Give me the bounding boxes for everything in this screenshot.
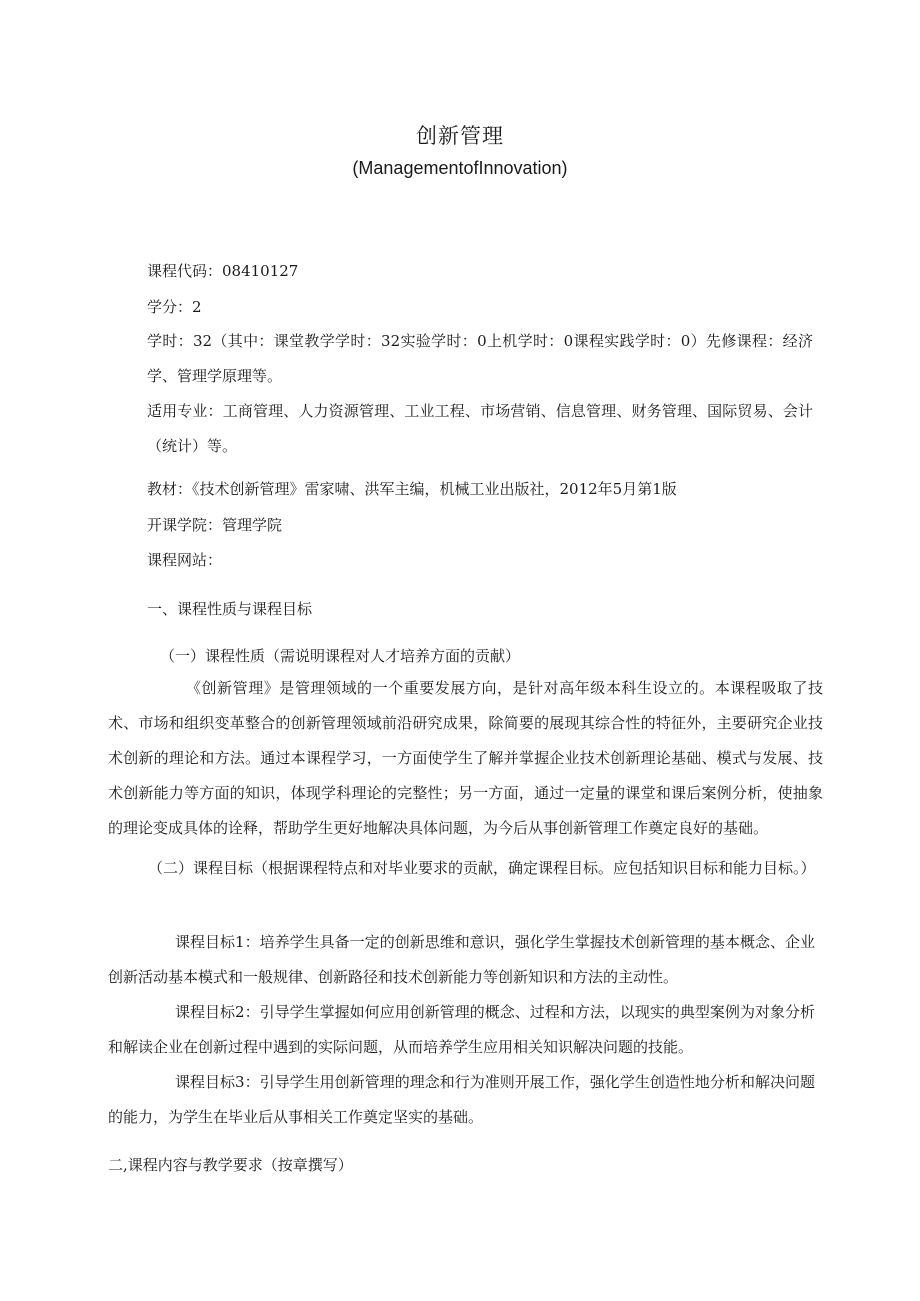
course-website: 课程网站： xyxy=(147,551,223,569)
course-goal-2: 课程目标2：引导学生掌握如何应用创新管理的概念、过程和方法，以现实的典型案例为对象分析和解读企业在创新过程中遇到的实际问题，从而培养学生应用相关知识解决问题的技能。 xyxy=(108,1003,815,1056)
course-credit: 学分：2 xyxy=(147,298,202,316)
section1-sub1-heading: （一）课程性质（需说明课程对人才培养方面的贡献） xyxy=(160,647,521,665)
course-hours xyxy=(147,324,813,394)
section1-sub2-heading: （二）课程目标（根据课程特点和对毕业要求的贡献，确定课程目标。应包括知识目标和能力目标。） xyxy=(148,859,816,877)
section1-sub1-body: 《创新管理》是管理领域的一个重要发展方向，是针对高年级本科生设立的。本课程吸取了技术、市场和组织变革整合的创新管理领域前沿研究成果，除简要的展现其综合性的特征外，主要研究企业技术创新的理论和方法。通过本课程学习，一方面使学生了解并掌握企业技术创新理论基础、模式与发展、技术创新能力等方面的知识，体现学科理论的完整性；另一方面，通过一定量的课堂和课后案例分析，使抽象的理论变成具体的诠释，帮助学生更好地解决具体问题，为今后从事创新管理工作奠定良好的基础。 xyxy=(108,679,823,837)
course-majors xyxy=(147,394,813,464)
section2-heading: 二,课程内容与教学要求（按章撰写） xyxy=(108,1156,353,1174)
course-goal-3: 课程目标3：引导学生用创新管理的理念和行为准则开展工作，强化学生创造性地分析和解决问题的能力，为学生在毕业后从事相关工作奠定坚实的基础。 xyxy=(108,1073,815,1126)
course-goal-1: 课程目标1：培养学生具备一定的创新思维和意识，强化学生掌握技术创新管理的基本概念、企业创新活动基本模式和一般规律、创新路径和技术创新能力等创新知识和方法的主动性。 xyxy=(108,933,815,986)
course-majors-text: 适用专业：工商管理、人力资源管理、工业工程、市场营销、信息管理、财务管理、国际贸易、会计（统计）等。 xyxy=(147,402,813,455)
course-code: 课程代码：08410127 xyxy=(147,262,299,280)
section1-heading: 一、课程性质与课程目标 xyxy=(147,600,313,618)
page-subtitle: (ManagementofInnovation) xyxy=(352,158,568,178)
course-textbook: 教材：《技术创新管理》雷家啸、洪军主编，机械工业出版社，2012年5月第1版 xyxy=(147,480,677,498)
page-title: 创新管理 xyxy=(416,124,504,148)
course-college: 开课学院：管理学院 xyxy=(147,516,283,534)
course-hours-text: 学时：32（其中：课堂教学学时：32实验学时：0上机学时：0课程实践学时：0）先修课程：经济学、管理学原理等。 xyxy=(147,332,813,385)
